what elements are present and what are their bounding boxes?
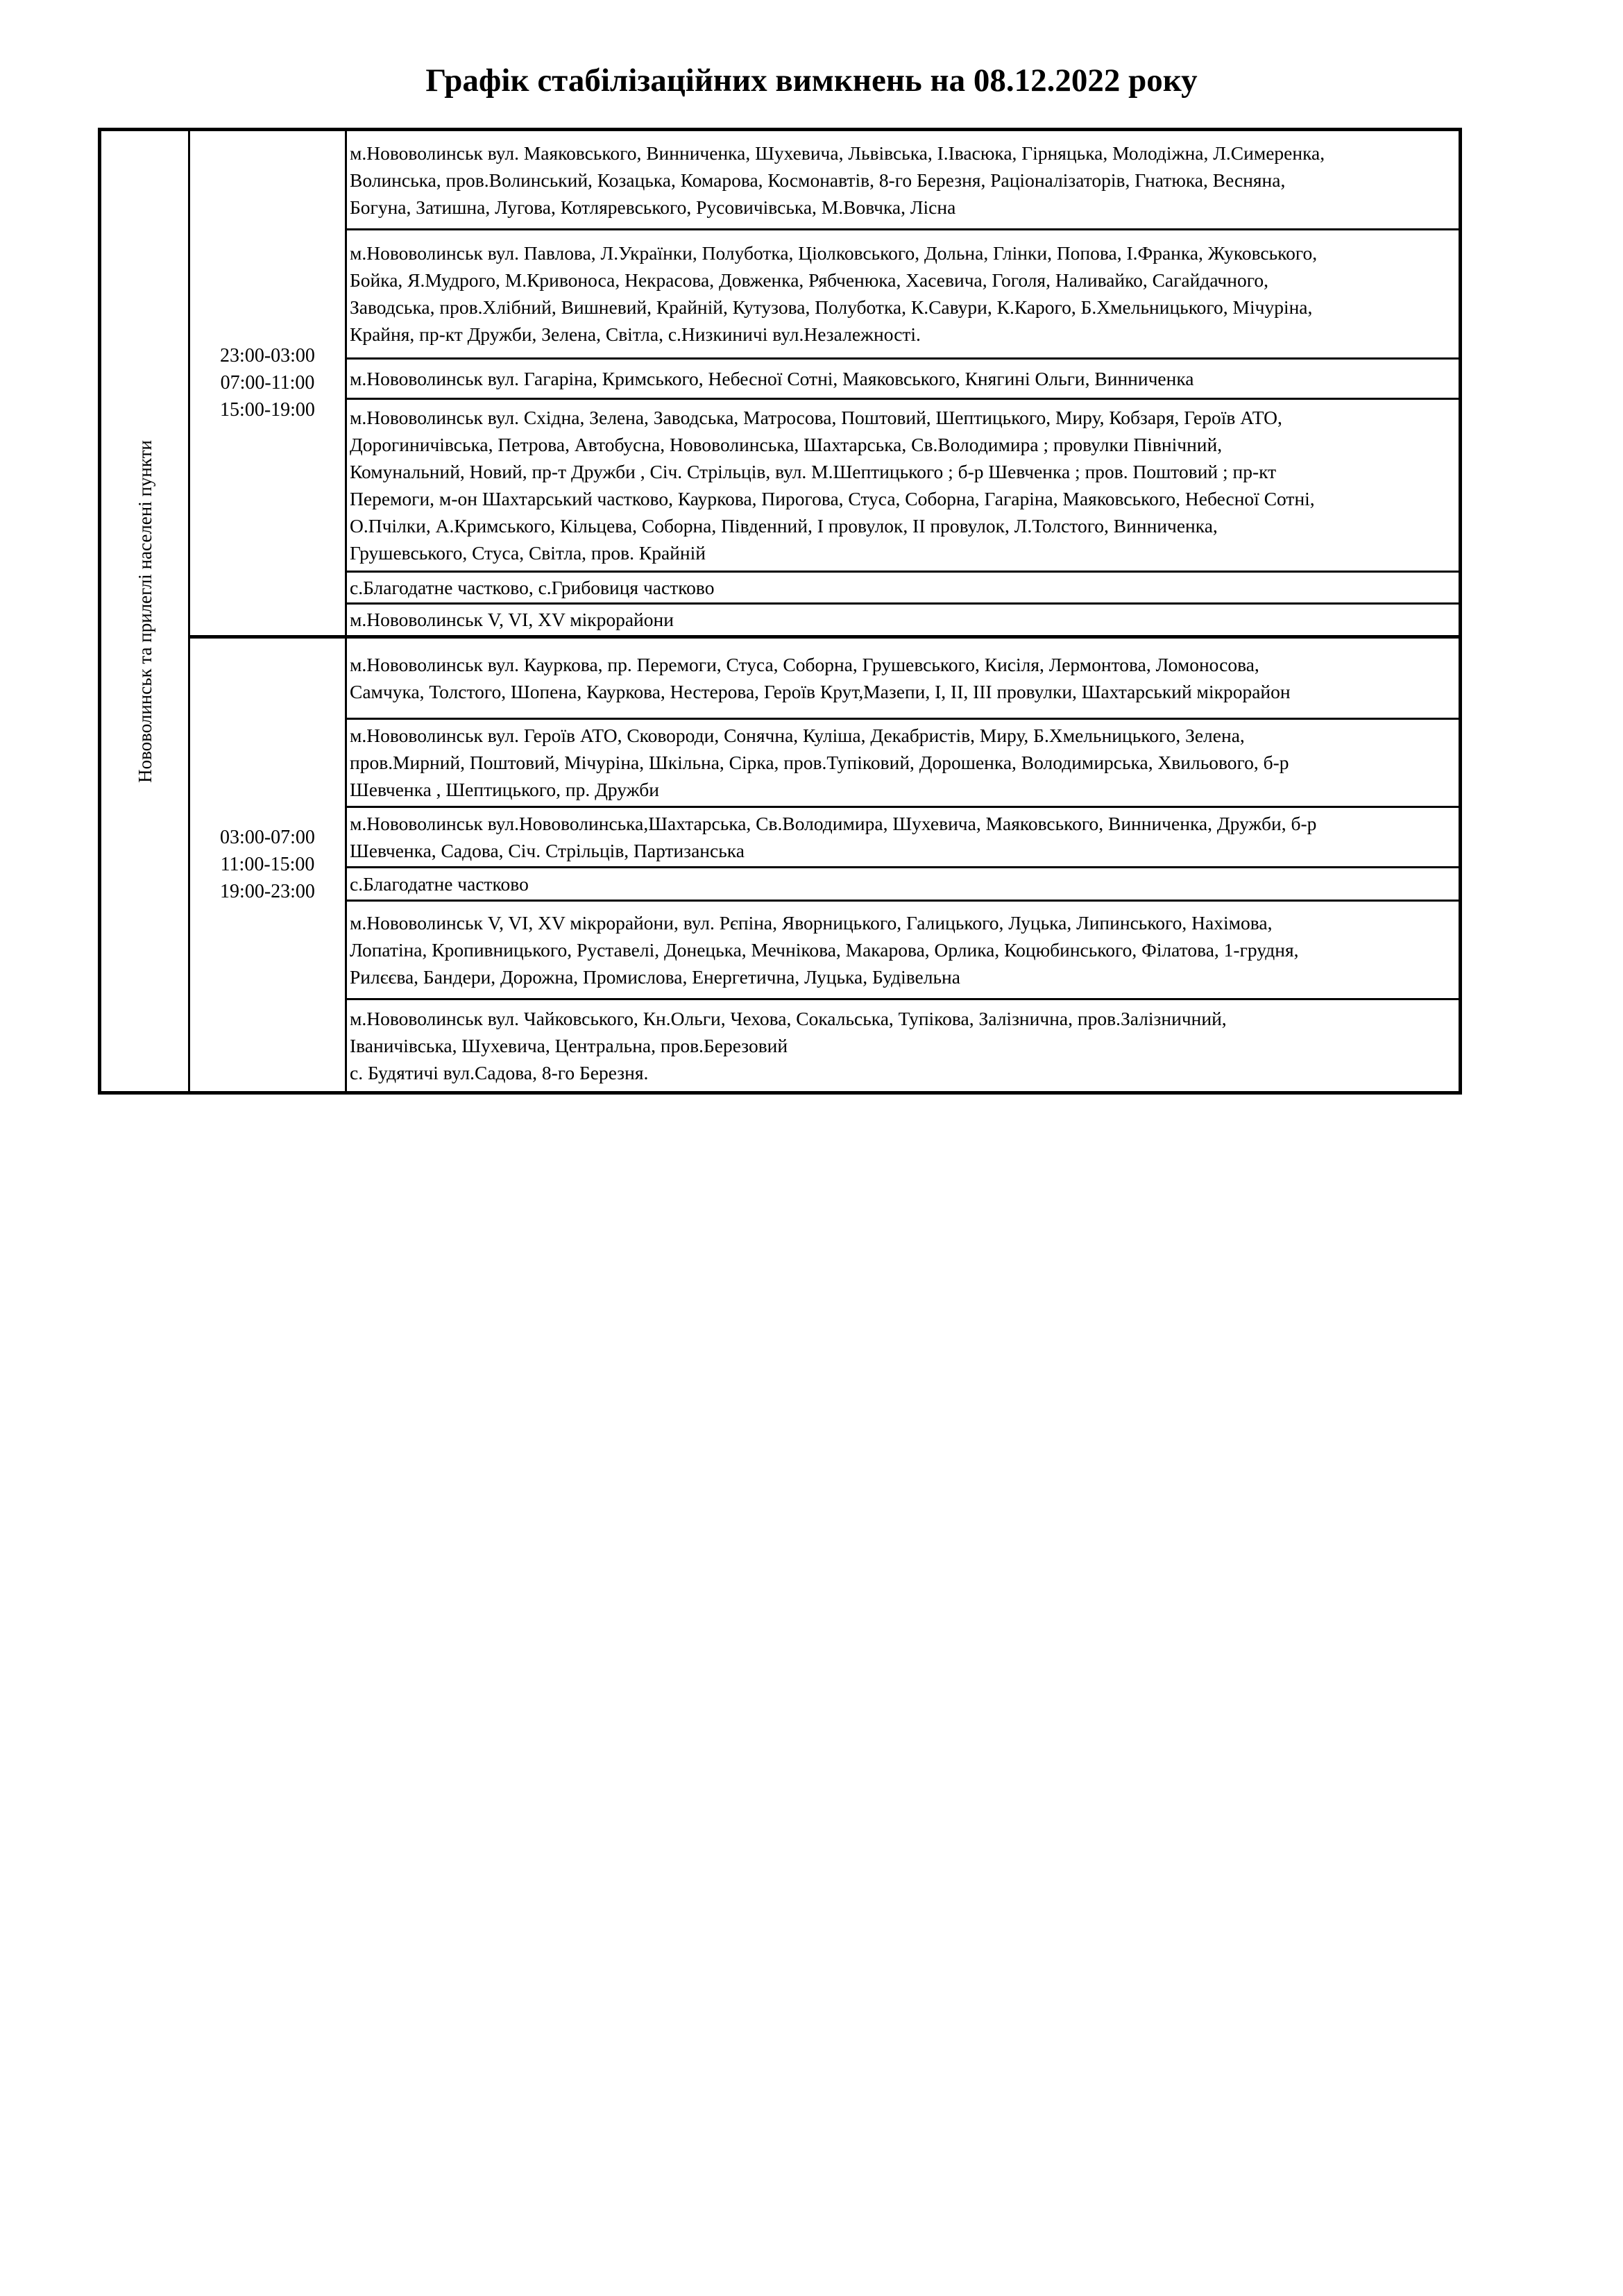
streets-cell (346, 230, 1461, 358)
streets-line: Лопатіна, Кропивницького, Руставелі, Донецька, Мечнікова, Макарова, Орлика, Коцюбинського, Філатова, 1-грудня, (350, 938, 1299, 961)
streets-cell (346, 636, 1461, 718)
streets-cell (346, 358, 1461, 398)
time-slot: 07:00-11:00 (220, 372, 315, 394)
time-slots-group-1 (189, 130, 346, 637)
streets-line: м.Нововолинськ вул. Павлова, Л.Українки, Полуботка, Ціолковського, Дольна, Глінки, Попова, І.Франка, Жуковського, (350, 242, 1318, 264)
streets-cell (346, 572, 1461, 604)
page-title: Графік стабілізаційних вимкнень на 08.12.2022 року (425, 62, 1198, 99)
streets-line: Перемоги, м-он Шахтарський частково, Кауркова, Пирогова, Стуса, Соборна, Гагаріна, Маяковського, Небесної Сотні, (350, 488, 1315, 510)
streets-line: Іваничівська, Шухевича, Центральна, пров.Березовий (350, 1034, 788, 1056)
streets-line: Грушевського, Стуса, Світла, пров. Крайній (350, 542, 706, 564)
streets-line: Бойка, Я.Мудрого, М.Кривоноса, Некрасова, Довженка, Рябченюка, Хасевича, Гоголя, Наливайко, Сагайдачного, (350, 269, 1268, 292)
area-label: Нововолинськ та прилеглі населені пункти (134, 439, 155, 783)
time-slots-group-2 (189, 636, 346, 1092)
time-slot: 03:00-07:00 (220, 827, 315, 849)
time-slot: 19:00-23:00 (220, 881, 315, 903)
streets-cell (346, 901, 1461, 999)
streets-line: м.Нововолинськ вул. Героїв АТО, Сковороди, Сонячна, Куліша, Декабристів, Миру, Б.Хмельницького, Зелена, (350, 725, 1245, 747)
streets-cell (346, 604, 1461, 636)
outage-schedule-table (98, 128, 1462, 1095)
time-slot: 23:00-03:00 (220, 345, 315, 367)
streets-cell (346, 718, 1461, 807)
streets-line: м.Нововолинськ вул. Чайковського, Кн.Ольги, Чехова, Сокальська, Тупікова, Залізнична, пров.Залізничний, (350, 1007, 1227, 1029)
streets-line: Крайня, пр-кт Дружби, Зелена, Світла, с.Низкиничі вул.Незалежності. (350, 323, 921, 346)
streets-line: Шевченка, Садова, Січ. Стрільців, Партизанська (350, 840, 745, 862)
streets-line: с.Благодатне частково, с.Грибовиця частково (350, 577, 715, 599)
streets-line: Рилєєва, Бандери, Дорожна, Промислова, Енергетична, Луцька, Будівельна (350, 965, 960, 988)
streets-line: м.Нововолинськ вул. Маяковського, Винниченка, Шухевича, Львівська, І.Івасюка, Гірняцька, Молодіжна, Л.Симеренка, (350, 142, 1325, 164)
streets-line: Шевченка , Шептицького, пр. Дружби (350, 779, 659, 801)
time-slot: 15:00-19:00 (220, 399, 315, 421)
streets-line: Заводська, пров.Хлібний, Вишневий, Крайній, Кутузова, Полуботка, К.Савури, К.Карого, Б.Хмельницького, Мічуріна, (350, 296, 1313, 319)
streets-line: м.Нововолинськ V, VI, XV мікрорайони, вул. Рєпіна, Яворницького, Галицького, Луцька, Липинського, Нахімова, (350, 911, 1273, 934)
time-slot: 11:00-15:00 (220, 854, 315, 876)
streets-line: м.Нововолинськ вул.Нововолинська,Шахтарська, Св.Володимира, Шухевича, Маяковського, Винниченка, Дружби, б-р (350, 813, 1317, 835)
streets-cell (346, 868, 1461, 901)
streets-line: Богуна, Затишна, Лугова, Котляревського, Русовичівська, М.Вовчка, Лісна (350, 196, 956, 218)
streets-line: с.Благодатне частково (350, 873, 529, 895)
area-cell (100, 130, 189, 1093)
streets-line: м.Нововолинськ вул. Гагаріна, Кримського, Небесної Сотні, Маяковського, Княгині Ольги, Винниченка (350, 367, 1194, 389)
table-row (100, 636, 1461, 718)
streets-line: м.Нововолинськ вул. Кауркова, пр. Перемоги, Стуса, Соборна, Грушевського, Кисіля, Лермонтова, Ломоносова, (350, 653, 1259, 675)
streets-line: м.Нововолинськ вул. Східна, Зелена, Заводська, Матросова, Поштовий, Шептицького, Миру, Кобзаря, Героїв АТО, (350, 407, 1282, 429)
table-row (100, 130, 1461, 230)
streets-cell (346, 807, 1461, 868)
streets-line: пров.Мирний, Поштовий, Мічуріна, Шкільна, Сірка, пров.Тупіковий, Дорошенка, Володимирська, Хвильового, б-р (350, 752, 1289, 774)
streets-line: Дорогиничівська, Петрова, Автобусна, Нововолинська, Шахтарська, Св.Володимира ; провулки Північний, (350, 434, 1223, 456)
streets-cell (346, 999, 1461, 1092)
streets-line: м.Нововолинськ V, VI, XV мікрорайони (350, 609, 674, 631)
streets-line: с. Будятичі вул.Садова, 8-го Березня. (350, 1061, 649, 1083)
streets-line: О.Пчілки, А.Кримського, Кільцева, Соборна, Південний, І провулок, ІІ провулок, Л.Толстого, Винниченка, (350, 515, 1218, 537)
streets-cell (346, 130, 1461, 230)
streets-line: Волинська, пров.Волинський, Козацька, Комарова, Космонавтів, 8-го Березня, Раціоналізаторів, Гнатюка, Весняна, (350, 169, 1286, 191)
streets-cell (346, 398, 1461, 572)
streets-line: Самчука, Толстого, Шопена, Кауркова, Нестерова, Героїв Крут,Мазепи, І, ІІ, ІІІ провулки, Шахтарський мікрорайон (350, 680, 1291, 702)
streets-line: Комунальний, Новий, пр-т Дружби , Січ. Стрільців, вул. М.Шептицького ; б-р Шевченка ; пров. Поштовий ; пр-кт (350, 461, 1277, 483)
